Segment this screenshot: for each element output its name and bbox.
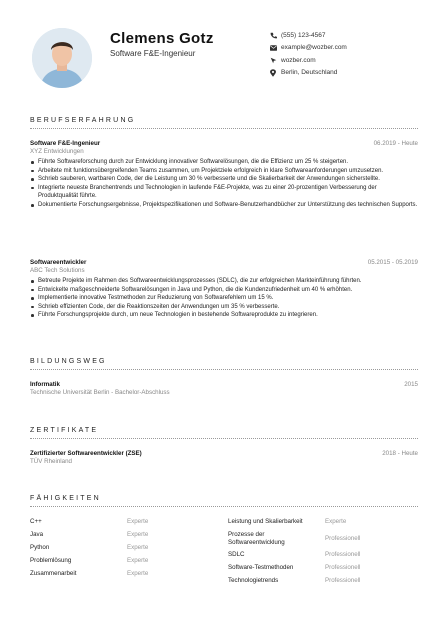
email-icon	[268, 45, 278, 51]
certificates-section	[30, 427, 418, 439]
contact-location: Berlin, Deutschland	[268, 67, 347, 80]
job-entry	[30, 140, 418, 210]
skill-item: C++ Experte	[30, 518, 149, 525]
job-title: Softwareentwickler	[30, 259, 87, 266]
skill-item: SDLC Professionell	[228, 551, 361, 558]
bullet-item: Integrierte neueste Branchentrends und Technologien in laufende F&E-Projekte, was zu einer 20-prozentigen Verbesserung der Produktqualität führte.	[30, 184, 418, 201]
contact-block	[268, 29, 347, 79]
bullet-item: Führte Forschungsprojekte durch, um neue Technologien in bestehende Softwareprodukte zu integrieren.	[30, 311, 418, 320]
education-section	[30, 358, 418, 370]
bullet-item: Arbeitete mit funktionsübergreifenden Teams zusammen, um Projektziele erfolgreich in klare Softwareanforderungen umzusetzen.	[30, 167, 418, 176]
education-entry	[30, 381, 418, 396]
skill-level: Experte	[127, 518, 149, 525]
skills-section	[30, 495, 418, 507]
certificate-date: 2018 - Heute	[382, 450, 418, 457]
skill-level: Experte	[127, 557, 149, 564]
job-date: 06.2019 - Heute	[373, 140, 418, 147]
section-divider	[30, 369, 418, 370]
education-date: 2015	[404, 381, 418, 388]
section-divider	[30, 506, 418, 507]
skill-item: Software-Testmethoden Professionell	[228, 564, 361, 571]
skill-level: Professionell	[325, 577, 361, 584]
section-title-certificates: ZERTIFIKATE	[30, 427, 99, 434]
skill-item: Problemlösung Experte	[30, 557, 149, 564]
bullet-item: Entwickelte maßgeschneiderte Softwarelösungen in Java und Python, die die Kundenzufriedenheit um 40 % erhöhten.	[30, 286, 418, 295]
skill-level: Professionell	[325, 564, 361, 571]
job-entry	[30, 259, 418, 320]
contact-website[interactable]: wozber.com	[268, 54, 347, 67]
section-divider	[30, 438, 418, 439]
candidate-name: Clemens Gotz	[110, 30, 214, 47]
section-title-skills: FÄHIGKEITEN	[30, 495, 101, 502]
skill-level: Experte	[325, 518, 347, 525]
school-name: Technische Universität Berlin - Bachelor-Abschluss	[30, 389, 170, 396]
skills-column-right	[228, 518, 418, 590]
section-divider	[30, 128, 418, 129]
job-date: 05.2015 - 05.2019	[367, 259, 418, 266]
skill-level: Experte	[127, 544, 149, 551]
degree-title: Informatik	[30, 381, 60, 388]
skill-item: Leistung und Skalierbarkeit Experte	[228, 518, 347, 525]
section-title-experience: BERUFSERFAHRUNG	[30, 117, 136, 124]
bullet-item: Schrieb effizienten Code, der die Reaktionszeiten der Anwendungen um 35 % verbesserte.	[30, 303, 418, 312]
bullet-item: Führte Softwareforschung durch zur Entwicklung innovativer Softwarelösungen, die die Effizienz um 25 % steigerten.	[30, 158, 418, 167]
bullet-item: Betreute Projekte im Rahmen des Softwareentwicklungsprozesses (SDLC), die zur erfolgreichen Markteinführung führten.	[30, 277, 418, 286]
skill-level: Professionell	[325, 535, 361, 542]
skills-column-left	[30, 518, 220, 583]
certificate-name: Zertifizierter Softwareentwickler (ZSE)	[30, 450, 142, 457]
certificate-issuer: TÜV Rheinland	[30, 458, 72, 465]
bullet-item: Implementierte innovative Testmethoden zur Reduzierung von Softwarefehlern um 15 %.	[30, 294, 418, 303]
skill-item: Zusammenarbeit Experte	[30, 570, 149, 577]
job-company: XYZ Entwicklungen	[30, 148, 84, 155]
certificate-entry	[30, 450, 418, 465]
job-bullets	[30, 158, 418, 210]
phone-icon	[268, 32, 278, 39]
skill-item: Technologietrends Professionell	[228, 577, 361, 584]
skill-item: Java Experte	[30, 531, 149, 538]
job-company: ABC Tech Solutions	[30, 267, 85, 274]
contact-phone: (555) 123-4567	[268, 29, 347, 42]
bullet-item: Dokumentierte Forschungsergebnisse, Projektspezifikationen und Software-Benutzerhandbücher zur Unterstützung des technischen Supports.	[30, 201, 418, 210]
profile-photo	[32, 28, 92, 88]
candidate-role: Software F&E-Ingenieur	[110, 49, 196, 58]
bullet-item: Schrieb sauberen, wartbaren Code, der die Leistung um 30 % verbesserte und die Skalierbarkeit der Anwendungen sicherstellte.	[30, 175, 418, 184]
skill-item: Python Experte	[30, 544, 149, 551]
job-bullets	[30, 277, 418, 320]
skill-item: Prozesse der Softwareentwicklung Professionell	[228, 531, 361, 546]
experience-section	[30, 117, 418, 129]
skill-level: Experte	[127, 531, 149, 538]
skill-level: Experte	[127, 570, 149, 577]
link-icon	[268, 57, 278, 64]
job-title: Software F&E-Ingenieur	[30, 140, 101, 147]
contact-email[interactable]: example@wozber.com	[268, 42, 347, 55]
location-icon	[268, 69, 278, 77]
avatar	[32, 28, 92, 88]
skill-level: Professionell	[325, 551, 361, 558]
section-title-education: BILDUNGSWEG	[30, 358, 107, 365]
